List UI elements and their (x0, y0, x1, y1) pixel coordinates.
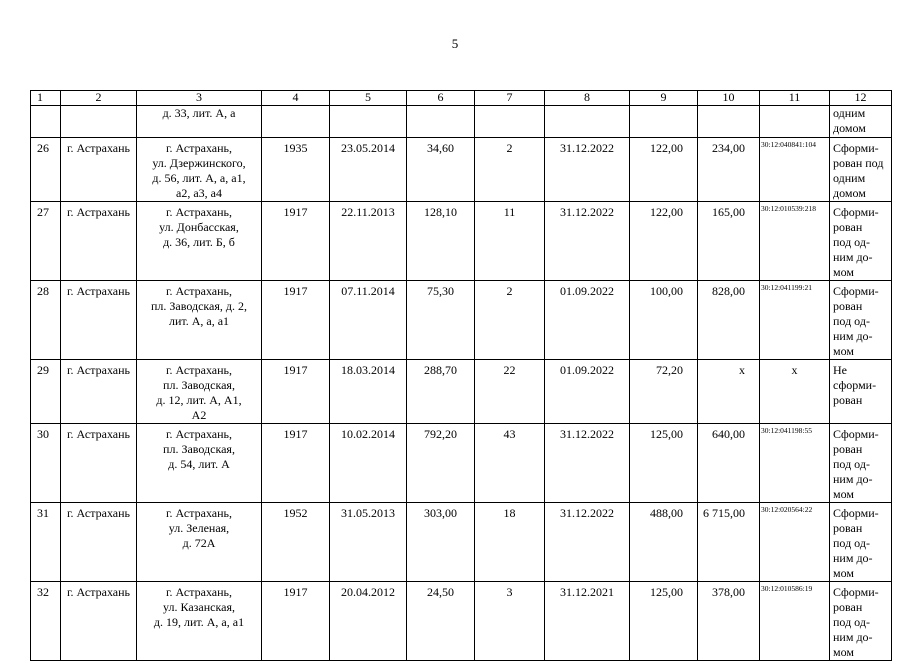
status-cell-line: Не (833, 363, 847, 377)
status-cell-line: рован (833, 600, 863, 614)
city-cell: г. Астрахань (61, 202, 137, 281)
status-cell-line: рован (833, 442, 863, 456)
cost-cell: 125,00 (630, 582, 698, 661)
status-cell-line: ним до- (833, 250, 873, 264)
status-cell-line: рован под (833, 156, 884, 170)
column-header-11: 11 (760, 91, 830, 106)
column-header-8: 8 (545, 91, 630, 106)
count-cell: 2 (475, 281, 545, 360)
status-cell-line: Сформи- (833, 585, 879, 599)
status-cell-line: Сформи- (833, 205, 879, 219)
address-cell (137, 202, 262, 281)
deadline-cell: 01.09.2022 (545, 360, 630, 424)
land-area-cell: 378,00 (698, 582, 760, 661)
status-cell (830, 424, 892, 503)
address-cell-line: д. 12, лит. А, А1, (156, 393, 242, 407)
cost-cell: 72,20 (630, 360, 698, 424)
address-cell-line: г. Астрахань, (165, 427, 233, 441)
deadline-cell: 31.12.2022 (545, 503, 630, 582)
address-cell-line: А2 (191, 408, 207, 422)
cadastral-number-cell: 30:12:010586:19 (760, 582, 830, 661)
address-cell (137, 424, 262, 503)
date-cell: 07.11.2014 (330, 281, 407, 360)
status-cell-line: Сформи- (833, 284, 879, 298)
year-cell: 1917 (262, 582, 330, 661)
status-cell-line: под од- (833, 536, 870, 550)
cadastral-number-cell: 30:12:010539:218 (760, 202, 830, 281)
area-cell: 24,50 (407, 582, 475, 661)
city-cell: г. Астрахань (61, 424, 137, 503)
address-cell-line: г. Астрахань, (165, 284, 233, 298)
area-cell: 34,60 (407, 138, 475, 202)
address-cell-line: пл. Заводская, (163, 442, 235, 456)
status-cell (830, 582, 892, 661)
count-cell: 11 (475, 202, 545, 281)
cost-cell: 125,00 (630, 424, 698, 503)
count-cell: 2 (475, 138, 545, 202)
status-cell (830, 281, 892, 360)
row-number: 30 (31, 424, 61, 503)
row-number: 26 (31, 138, 61, 202)
city-cell: г. Астрахань (61, 138, 137, 202)
address-cell-line: д. 36, лит. Б, б (163, 235, 235, 249)
status-cell-line: мом (833, 344, 854, 358)
address-cell-line: г. Астрахань, (165, 585, 233, 599)
status-cell-line: под од- (833, 314, 870, 328)
deadline-cell: 31.12.2022 (545, 202, 630, 281)
status-cell-line: ним до- (833, 551, 873, 565)
deadline-cell: 31.12.2021 (545, 582, 630, 661)
city-cell: г. Астрахань (61, 582, 137, 661)
column-header-9: 9 (630, 91, 698, 106)
status-cell-line: ним до- (833, 329, 873, 343)
cadastral-number-cell: 30:12:041199:21 (760, 281, 830, 360)
status-cell-line: одним (833, 171, 866, 185)
year-cell: 1917 (262, 281, 330, 360)
table-row (31, 503, 892, 582)
area-cell: 792,20 (407, 424, 475, 503)
status-cell-line: мом (833, 566, 854, 580)
land-area-cell: 828,00 (698, 281, 760, 360)
status-cell (830, 138, 892, 202)
table-row (31, 582, 892, 661)
year-cell: 1952 (262, 503, 330, 582)
address-cell-line: а2, а3, а4 (176, 186, 222, 200)
status-cell-line: Сформи- (833, 427, 879, 441)
land-area-cell: х (698, 360, 760, 424)
continuation-row (31, 106, 892, 138)
row-number: 29 (31, 360, 61, 424)
row-number: 27 (31, 202, 61, 281)
column-header-6: 6 (407, 91, 475, 106)
address-cell-line: г. Астрахань, (165, 506, 233, 520)
address-cell-line: г. Астрахань, (165, 141, 233, 155)
address-cell (137, 360, 262, 424)
deadline-cell: 01.09.2022 (545, 281, 630, 360)
table-row (31, 424, 892, 503)
area-cell: 128,10 (407, 202, 475, 281)
address-cell (137, 281, 262, 360)
cadastral-number-cell: 30:12:040841:104 (760, 138, 830, 202)
continuation-note: одним домом (830, 106, 892, 138)
status-cell (830, 202, 892, 281)
status-cell-line: Сформи- (833, 506, 879, 520)
address-cell-line: д. 54, лит. А (168, 457, 230, 471)
deadline-cell: 31.12.2022 (545, 424, 630, 503)
address-cell-line: д. 72А (182, 536, 216, 550)
area-cell: 303,00 (407, 503, 475, 582)
address-cell-line: ул. Зеленая, (168, 521, 230, 535)
status-cell-line: под од- (833, 235, 870, 249)
area-cell: 288,70 (407, 360, 475, 424)
address-cell-line: пл. Заводская, (163, 378, 235, 392)
city-cell: г. Астрахань (61, 360, 137, 424)
status-cell-line: мом (833, 645, 854, 659)
column-header-5: 5 (330, 91, 407, 106)
address-cell-line: ул. Донбасская, (159, 220, 239, 234)
cost-cell: 122,00 (630, 202, 698, 281)
status-cell-line: под од- (833, 615, 870, 629)
column-header-2: 2 (61, 91, 137, 106)
column-header-10: 10 (698, 91, 760, 106)
column-header-1: 1 (31, 91, 61, 106)
date-cell: 20.04.2012 (330, 582, 407, 661)
count-cell: 43 (475, 424, 545, 503)
status-cell-line: сформи- (833, 378, 877, 392)
address-cell-line: г. Астрахань, (165, 205, 233, 219)
header-row (31, 91, 892, 106)
date-cell: 23.05.2014 (330, 138, 407, 202)
land-area-cell: 640,00 (698, 424, 760, 503)
date-cell: 18.03.2014 (330, 360, 407, 424)
table-row (31, 281, 892, 360)
land-area-cell: 165,00 (698, 202, 760, 281)
address-cell (137, 582, 262, 661)
page-number: 5 (451, 36, 459, 51)
row-number: 31 (31, 503, 61, 582)
column-header-4: 4 (262, 91, 330, 106)
status-cell-line: рован (833, 521, 863, 535)
table-row (31, 202, 892, 281)
cost-cell: 122,00 (630, 138, 698, 202)
date-cell: 22.11.2013 (330, 202, 407, 281)
address-cell-line: ул. Казанская, (163, 600, 235, 614)
status-cell-line: домом (833, 186, 866, 200)
city-cell: г. Астрахань (61, 503, 137, 582)
address-cell-line: д. 19, лит. А, а, а1 (153, 615, 245, 629)
count-cell: 18 (475, 503, 545, 582)
status-cell (830, 503, 892, 582)
deadline-cell: 31.12.2022 (545, 138, 630, 202)
status-cell-line: под од- (833, 457, 870, 471)
address-cell-line: лит. А, а, а1 (168, 314, 230, 328)
year-cell: 1917 (262, 202, 330, 281)
year-cell: 1935 (262, 138, 330, 202)
cadastral-number-cell: 30:12:041198:55 (760, 424, 830, 503)
date-cell: 31.05.2013 (330, 503, 407, 582)
row-number: 28 (31, 281, 61, 360)
status-cell-line: рован (833, 393, 863, 407)
continuation-address: д. 33, лит. А, а (137, 106, 262, 138)
column-header-7: 7 (475, 91, 545, 106)
date-cell: 10.02.2014 (330, 424, 407, 503)
city-cell: г. Астрахань (61, 281, 137, 360)
status-cell-line: Сформи- (833, 141, 879, 155)
column-header-3: 3 (137, 91, 262, 106)
status-cell-line: ним до- (833, 472, 873, 486)
cadastral-number-cell: х (760, 360, 830, 424)
housing-table (30, 90, 892, 661)
status-cell-line: мом (833, 487, 854, 501)
status-cell-line: рован (833, 299, 863, 313)
cost-cell: 488,00 (630, 503, 698, 582)
status-cell-line: рован (833, 220, 863, 234)
row-number: 32 (31, 582, 61, 661)
address-cell (137, 138, 262, 202)
area-cell: 75,30 (407, 281, 475, 360)
address-cell-line: г. Астрахань, (165, 363, 233, 377)
status-cell (830, 360, 892, 424)
cost-cell: 100,00 (630, 281, 698, 360)
status-cell-line: мом (833, 265, 854, 279)
table-row (31, 360, 892, 424)
address-cell-line: пл. Заводская, д. 2, (150, 299, 248, 313)
count-cell: 22 (475, 360, 545, 424)
land-area-cell: 6 715,00 (698, 503, 760, 582)
cadastral-number-cell: 30:12:020564:22 (760, 503, 830, 582)
status-cell-line: ним до- (833, 630, 873, 644)
table-row (31, 138, 892, 202)
count-cell: 3 (475, 582, 545, 661)
address-cell-line: д. 56, лит. А, а, а1, (152, 171, 246, 185)
address-cell (137, 503, 262, 582)
year-cell: 1917 (262, 360, 330, 424)
address-cell-line: ул. Дзержинского, (152, 156, 246, 170)
column-header-12: 12 (830, 91, 892, 106)
land-area-cell: 234,00 (698, 138, 760, 202)
year-cell: 1917 (262, 424, 330, 503)
